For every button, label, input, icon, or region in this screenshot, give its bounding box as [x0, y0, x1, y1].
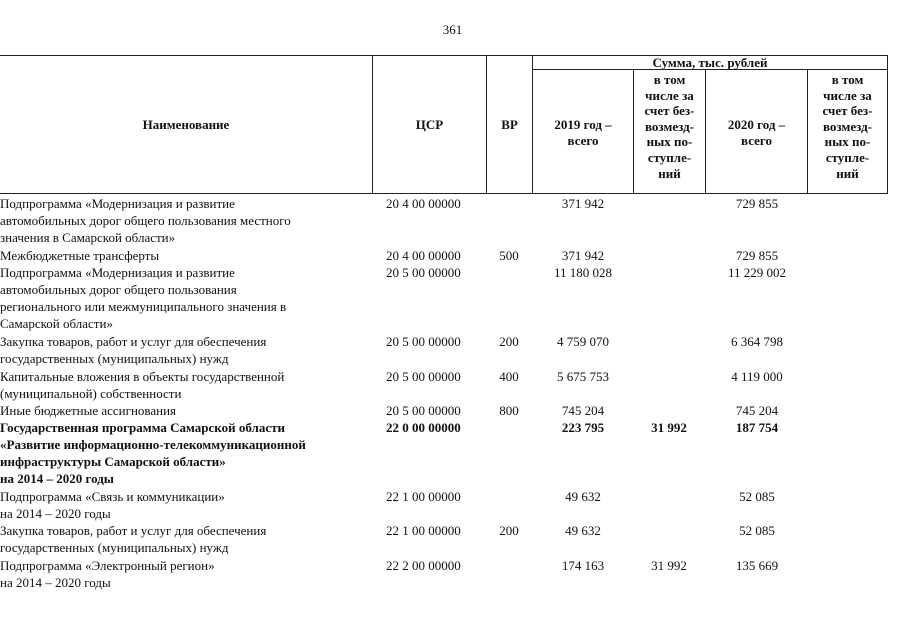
row-2020-total: 11 229 002 [727, 265, 787, 280]
row-2020-total: 4 119 000 [731, 369, 783, 384]
row-2019-total: 4 759 070 [557, 334, 609, 349]
row-name: Закупка товаров, работ и услуг для обеспечения государственных (муниципальных) нужд [0, 334, 267, 366]
header-2019-total: 2019 год – всего [554, 117, 612, 148]
row-2020-total: 187 754 [735, 420, 779, 435]
row-2019-total: 174 163 [561, 558, 605, 573]
header-csr: ЦСР [415, 117, 444, 132]
row-name: Государственная программа Самарской области «Развитие информационно-телекоммуникационной инфраструктуры Самарской области» на 2014 – 2020 годы [0, 420, 306, 486]
header-vr: ВР [501, 117, 518, 132]
row-2019-total: 371 942 [561, 248, 605, 263]
row-csr: 20 5 00 00000 [386, 403, 461, 418]
row-name: Иные бюджетные ассигнования [0, 403, 177, 418]
row-2019-total: 223 795 [561, 420, 605, 435]
row-2020-total: 729 855 [735, 196, 779, 211]
row-2020-total: 52 085 [739, 489, 775, 504]
header-2020-total: 2020 год – всего [727, 117, 786, 148]
row-2019-total: 11 180 028 [553, 265, 613, 280]
row-csr: 20 5 00 00000 [386, 265, 461, 280]
col-divider [887, 55, 888, 194]
table-header [0, 55, 905, 194]
row-2020-total: 729 855 [735, 248, 779, 263]
row-2019-grants: 31 992 [651, 558, 687, 573]
row-2019-total: 49 632 [565, 523, 601, 538]
row-name: Подпрограмма «Связь и коммуникации» на 2014 – 2020 годы [0, 489, 225, 521]
row-2020-total: 135 669 [735, 558, 779, 573]
row-vr: 200 [499, 523, 519, 538]
row-name: Закупка товаров, работ и услуг для обеспечения государственных (муниципальных) нужд [0, 523, 267, 555]
header-name: Наименование [142, 117, 230, 132]
row-vr: 500 [499, 248, 519, 263]
row-csr: 22 2 00 00000 [386, 558, 461, 573]
row-csr: 22 0 00 00000 [386, 420, 461, 435]
header-2020-grants: в том числе за счет без- возмезд- ных по- ступле- ний [822, 72, 873, 181]
row-csr: 20 5 00 00000 [386, 334, 461, 349]
row-2019-total: 371 942 [561, 196, 605, 211]
row-2019-total: 5 675 753 [557, 369, 609, 384]
page-number: 361 [442, 22, 463, 37]
row-vr: 200 [499, 334, 519, 349]
header-sum: Сумма, тыс. рублей [652, 55, 768, 70]
row-csr: 22 1 00 00000 [386, 523, 461, 538]
row-name: Подпрограмма «Электронный регион» на 2014 – 2020 годы [0, 558, 215, 590]
row-name: Подпрограмма «Модернизация и развитие автомобильных дорог общего пользования местного значения в Самарской области» [0, 196, 291, 245]
row-csr: 22 1 00 00000 [386, 489, 461, 504]
row-2019-total: 49 632 [565, 489, 601, 504]
row-2020-total: 6 364 798 [731, 334, 783, 349]
header-2019-grants: в том числе за счет без- возмезд- ных по- ступле- ний [644, 72, 695, 181]
row-2020-total: 745 204 [735, 403, 779, 418]
row-name: Межбюджетные трансферты [0, 248, 160, 263]
row-vr: 400 [499, 369, 519, 384]
row-csr: 20 5 00 00000 [386, 369, 461, 384]
row-2019-grants: 31 992 [651, 420, 687, 435]
row-2020-total: 52 085 [739, 523, 775, 538]
row-2019-total: 745 204 [561, 403, 605, 418]
row-name: Капитальные вложения в объекты государственной (муниципальной) собственности [0, 369, 285, 401]
row-csr: 20 4 00 00000 [386, 196, 461, 211]
row-csr: 20 4 00 00000 [386, 248, 461, 263]
header-bottom-rule [0, 193, 888, 194]
row-name: Подпрограмма «Модернизация и развитие автомобильных дорог общего пользования регионального или межмуниципального значения в Самарской области» [0, 265, 287, 331]
row-vr: 800 [499, 403, 519, 418]
